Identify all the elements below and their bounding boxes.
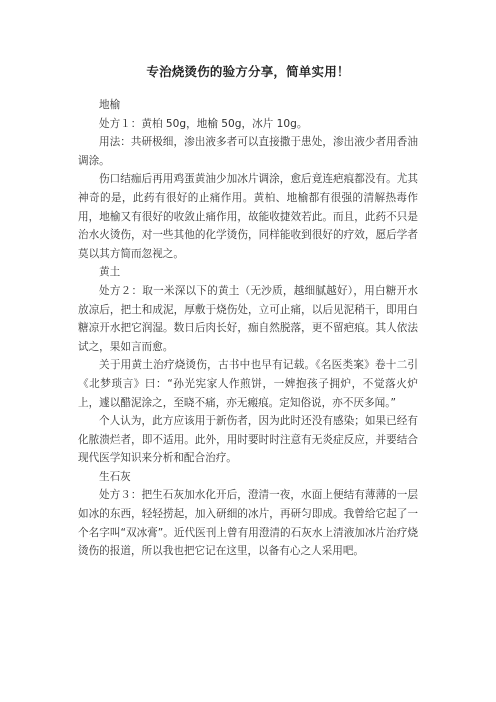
article-body	[78, 96, 418, 561]
prescription-2: 处方２：取一米深以下的黄土（无沙质，越细腻越好），用白糖开水放凉后，把土和成泥，厚敷于烧伤处，立可止痛，以后见泥稍干，即用白糖凉开水把它润湿。数日后肉长好，痂自然脱落，更不留疤痕。其人依法试之，果如言而愈。	[78, 284, 418, 353]
body-paragraph: 伤口结痂后再用鸡蛋黄油少加冰片调涂，愈后竟连疤痕都没有。尤其神奇的是，此药有很好的止痛作用。黄柏、地榆都有很强的清解热毒作用，地榆又有很好的收敛止痛作用，故能收捷效若此。而且，此药不只是治水火烫伤，对一些其他的化学烫伤，同样能收到很好的疗效，愿后学者莫以其方简而忽视之。	[78, 173, 418, 260]
section-heading-huangtu: 黄土	[99, 266, 121, 279]
section-heading-shenshihui: 生石灰	[99, 470, 131, 483]
body-paragraph: 关于用黄土治疗烧烫伤，古书中也早有记载。《名医类案》卷十二引《北梦琐言》曰：“孙光宪家人作煎饼，一婢抱孩子拥炉，不觉落火炉上，遽以醋泥涂之，至晓不痛，亦无瘢痕。定知俗说，亦不厌多闻。”	[78, 359, 418, 409]
prescription-3: 处方３：把生石灰加水化开后，澄清一夜，水面上便结有薄薄的一层如冰的东西，轻轻捞起，加入研细的冰片，再研匀即成。我曾给它起了一个名字叫“双冰膏”。近代医刊上曾有用澄清的石灰水上清液加冰片治疗烧烫伤的报道，所以我也把它记在这里，以备有心之人采用吧。	[78, 489, 418, 558]
article-title: 专治烧烫伤的验方分享，简单实用！	[146, 64, 350, 79]
body-paragraph: 个人认为，此方应该用于新伤者，因为此时还没有感染；如果已经有化脓溃烂者，即不适用。此外，用时要时时注意有无炎症反应，并要结合现代医学知识来分析和配合治疗。	[78, 415, 418, 465]
section-heading-diyu: 地榆	[99, 99, 121, 111]
usage-paragraph: 用法：共研极细，渗出液多者可以直接撒于患处，渗出液少者用香油调涂。	[78, 136, 418, 167]
prescription-1: 处方１：黄柏 50g，地榆 50g，冰片 10g。	[99, 117, 308, 130]
